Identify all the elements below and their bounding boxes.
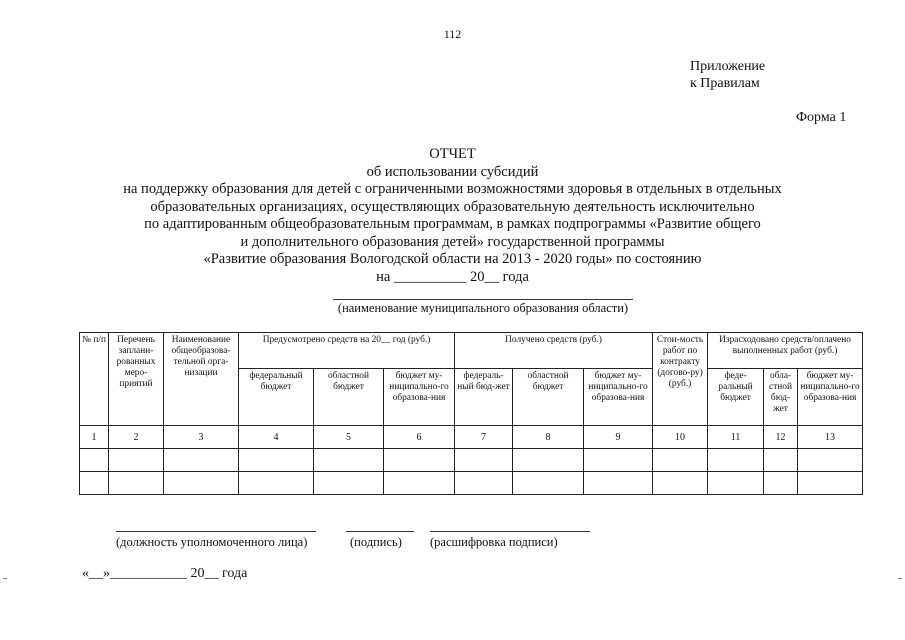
table-cell [653, 472, 708, 495]
column-number: 11 [708, 426, 764, 449]
title-line: «Развитие образования Вологодской области на 2013 - 2020 годы» по состоянию [203, 251, 702, 267]
municipality-caption: (наименование муниципального образования области) [337, 301, 629, 315]
decoding-caption: (расшифровка подписи) [430, 535, 558, 549]
title-line: образовательных организациях, осуществляющих образовательную деятельность исключительно [150, 198, 755, 215]
position-blank-line [116, 531, 316, 532]
planned-regional-header: областной бюджет [314, 369, 384, 426]
table-cell [109, 472, 164, 495]
title-line: на поддержку образования для детей с ограниченными возможностями здоровья в отдельных в отдельных [123, 181, 782, 197]
table-cell [80, 472, 109, 495]
table-cell [384, 472, 455, 495]
report-heading: ОТЧЕТ [429, 146, 476, 162]
table-cell [798, 472, 863, 495]
position-caption: (должность уполномоченного лица) [116, 535, 308, 549]
table-cell [80, 449, 109, 472]
column-number-row [80, 426, 863, 449]
column-number: 13 [798, 426, 863, 449]
table-cell [239, 449, 314, 472]
table-cell [708, 472, 764, 495]
column-number: 9 [584, 426, 653, 449]
planned-federal-header: федеральный бюджет [239, 369, 314, 426]
received-federal-header: федераль-ный бюд-жет [455, 369, 513, 426]
col-events-header: Перечень заплани-рованных меро-приятий [109, 333, 164, 426]
date-line: «__»___________ 20__ года [82, 566, 248, 581]
table-row [80, 449, 863, 472]
table-row [80, 472, 863, 495]
column-number: 2 [109, 426, 164, 449]
appendix-note [690, 58, 765, 92]
spent-municipal-header: бюджет му-ниципально-го образова-ния [798, 369, 863, 426]
report-table [79, 332, 863, 495]
header-row [80, 333, 863, 369]
table-cell [455, 472, 513, 495]
margin-mark [3, 578, 7, 579]
received-regional-header: областной бюджет [513, 369, 584, 426]
table-cell [584, 449, 653, 472]
table-cell [455, 449, 513, 472]
table-cell [513, 449, 584, 472]
table-cell [584, 472, 653, 495]
table-cell [653, 449, 708, 472]
spent-regional-header: обла-стной бюд-жет [764, 369, 798, 426]
received-municipal-header: бюджет му-ниципально-го образова-ния [584, 369, 653, 426]
table-cell [314, 449, 384, 472]
decoding-blank-line [430, 531, 590, 532]
column-number: 8 [513, 426, 584, 449]
table-cell [798, 449, 863, 472]
column-number: 5 [314, 426, 384, 449]
col-num-header: № п/п [80, 333, 109, 426]
report-title [0, 146, 905, 286]
table-cell [314, 472, 384, 495]
table-cell [764, 472, 798, 495]
title-line: об использовании субсидий [366, 163, 539, 180]
planned-municipal-header: бюджет му-ниципально-го образова-ния [384, 369, 455, 426]
table-cell [109, 449, 164, 472]
table-cell [239, 472, 314, 495]
title-line: по адаптированным общеобразовательным программам, в рамках подпрограммы «Развитие общего [144, 216, 761, 232]
column-number: 4 [239, 426, 314, 449]
column-number: 12 [764, 426, 798, 449]
col-org-header: Наименование общеобразова-тельной орга-низации [164, 333, 239, 426]
column-number: 1 [80, 426, 109, 449]
column-number: 6 [384, 426, 455, 449]
table-cell [384, 449, 455, 472]
column-number: 10 [653, 426, 708, 449]
column-number: 3 [164, 426, 239, 449]
table-cell [764, 449, 798, 472]
title-line: и дополнительного образования детей» государственной программы [240, 233, 665, 250]
page-number: 112 [443, 27, 462, 41]
form-label: Форма 1 [796, 110, 847, 125]
col-planned-header: Предусмотрено средств на 20__ год (руб.) [239, 333, 455, 369]
margin-mark [898, 578, 902, 579]
signature-blank-line [346, 531, 414, 532]
table-cell [164, 449, 239, 472]
municipality-blank-line [333, 299, 633, 300]
col-spent-header: Израсходовано средств/оплачено выполненных работ (руб.) [708, 333, 863, 369]
column-number: 7 [455, 426, 513, 449]
title-line: на __________ 20__ года [376, 268, 529, 285]
table-cell [164, 472, 239, 495]
table-cell [708, 449, 764, 472]
spent-federal-header: феде-ральный бюджет [708, 369, 764, 426]
table-cell [513, 472, 584, 495]
signature-caption: (подпись) [350, 535, 402, 549]
col-cost-header: Стои-мость работ по контракту (догово-ру) (руб.) [653, 333, 708, 426]
appendix-line-2: к Правилам [690, 76, 760, 91]
appendix-line-1: Приложение [690, 59, 766, 74]
col-received-header: Получено средств (руб.) [455, 333, 653, 369]
